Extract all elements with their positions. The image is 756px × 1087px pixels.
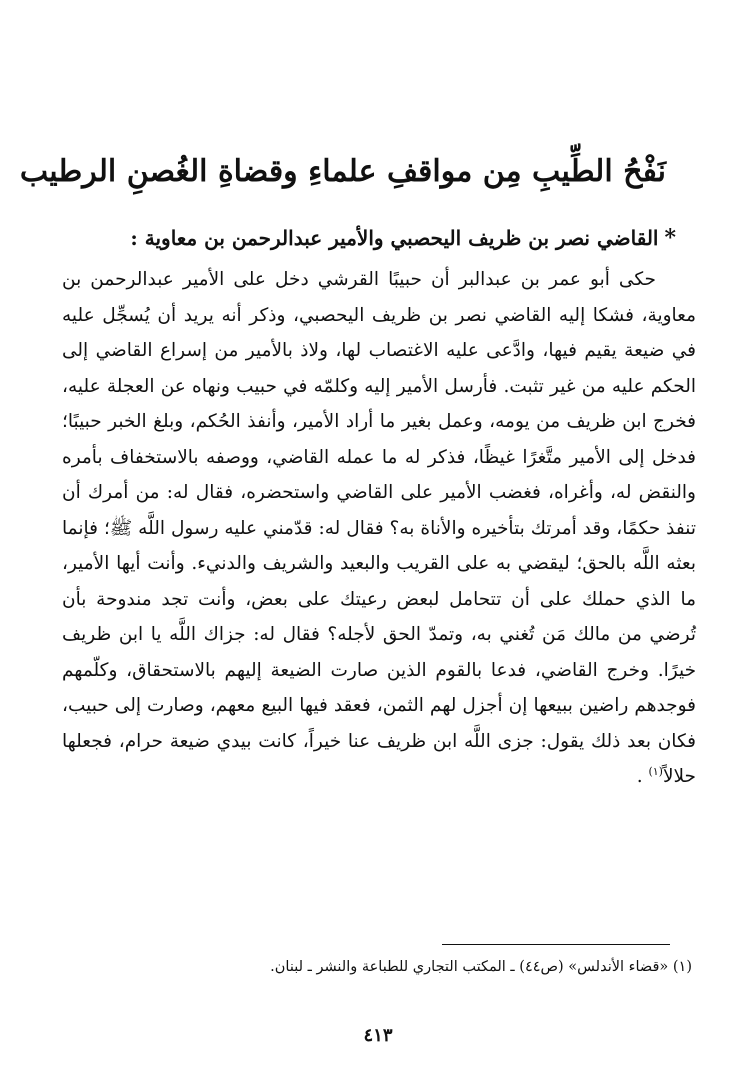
body-text: حكى أبو عمر بن عبدالبر أن حبيبًا القرشي دخل على الأمير عبدالرحمن بن معاوية، فشكا إليه القاضي نصر بن ظريف اليحصبي، وذكر أنه يريد أن يُسجِّل عليه في ضيعة يقيم فيها، وادَّعى عليه الاغتصاب لها، ولاذ بالأمير من إسراع القاضي إلى الحكم عليه من غير تثبت. فأرسل الأمير إليه وكلمّه في حبيب ونهاه عن العجلة عليه، فخرج ابن ظريف من يومه، وعمل بغير ما أراد الأمير، وأنفذ الحُكم، وبلغ الخبر حبيبًا؛ فدخل إلى الأمير متَّغرًا غيظًا، فذكر له ما عمله القاضي، ووصفه بالاستخفاف بأمره والنقض له، وأغراه، فغضب الأمير على القاضي واستحضره، فقال له: من أمرك أن تنفذ حكمًا، وقد أمرتك بتأخيره والأناة به؟ فقال له: قدّمني عليه رسول اللَّه ﷺ؛ فإنما بعثه اللَّه بالحق؛ ليقضي به على القريب والبعيد والشريف والدنيء. وأنت أيها الأمير، ما الذي حملك على أن تتحامل لبعض رعيتك على بعض، وأنت تجد مندوحة بأن تُرضي من مالك مَن تُغني به، وتمدّ الحق لأجله؟ فقال له: جزاك اللَّه يا ابن ظريف خيرًا. وخرج القاضي، فدعا بالقوم الذين صارت الضيعة إليهم بالاستحقاق، وكلّمهم فوجدهم راضين ببيعها إن أجزل لهم الثمن، فعقد فيها البيع معهم، وصارت إلى حبيب، فكان بعد ذلك يقول: جزى اللَّه ابن ظريف عنا خيراً، كانت بيدي ضيعة حرام، فجعلها حلالاً	[62, 269, 696, 787]
section-heading-text: القاضي نصر بن ظريف اليحصبي والأمير عبدالرحمن بن معاوية :	[130, 226, 659, 250]
footnote-reference: (١)	[648, 764, 663, 778]
footnote: (١) «قضاء الأندلس» (ص٤٤) ـ المكتب التجاري للطباعة والنشر ـ لبنان.	[270, 959, 692, 975]
page-number: ٤١٣	[363, 1025, 393, 1046]
section-marker: *	[664, 225, 676, 251]
section-heading	[60, 222, 676, 254]
footnote-divider	[442, 944, 670, 945]
body-paragraph	[62, 262, 696, 795]
running-title: نَفْحُ الطِّيبِ مِن مواقفِ علماءِ وقضاةِ الغُصنِ الرطيب	[19, 154, 666, 189]
body-text-end: .	[636, 766, 649, 787]
